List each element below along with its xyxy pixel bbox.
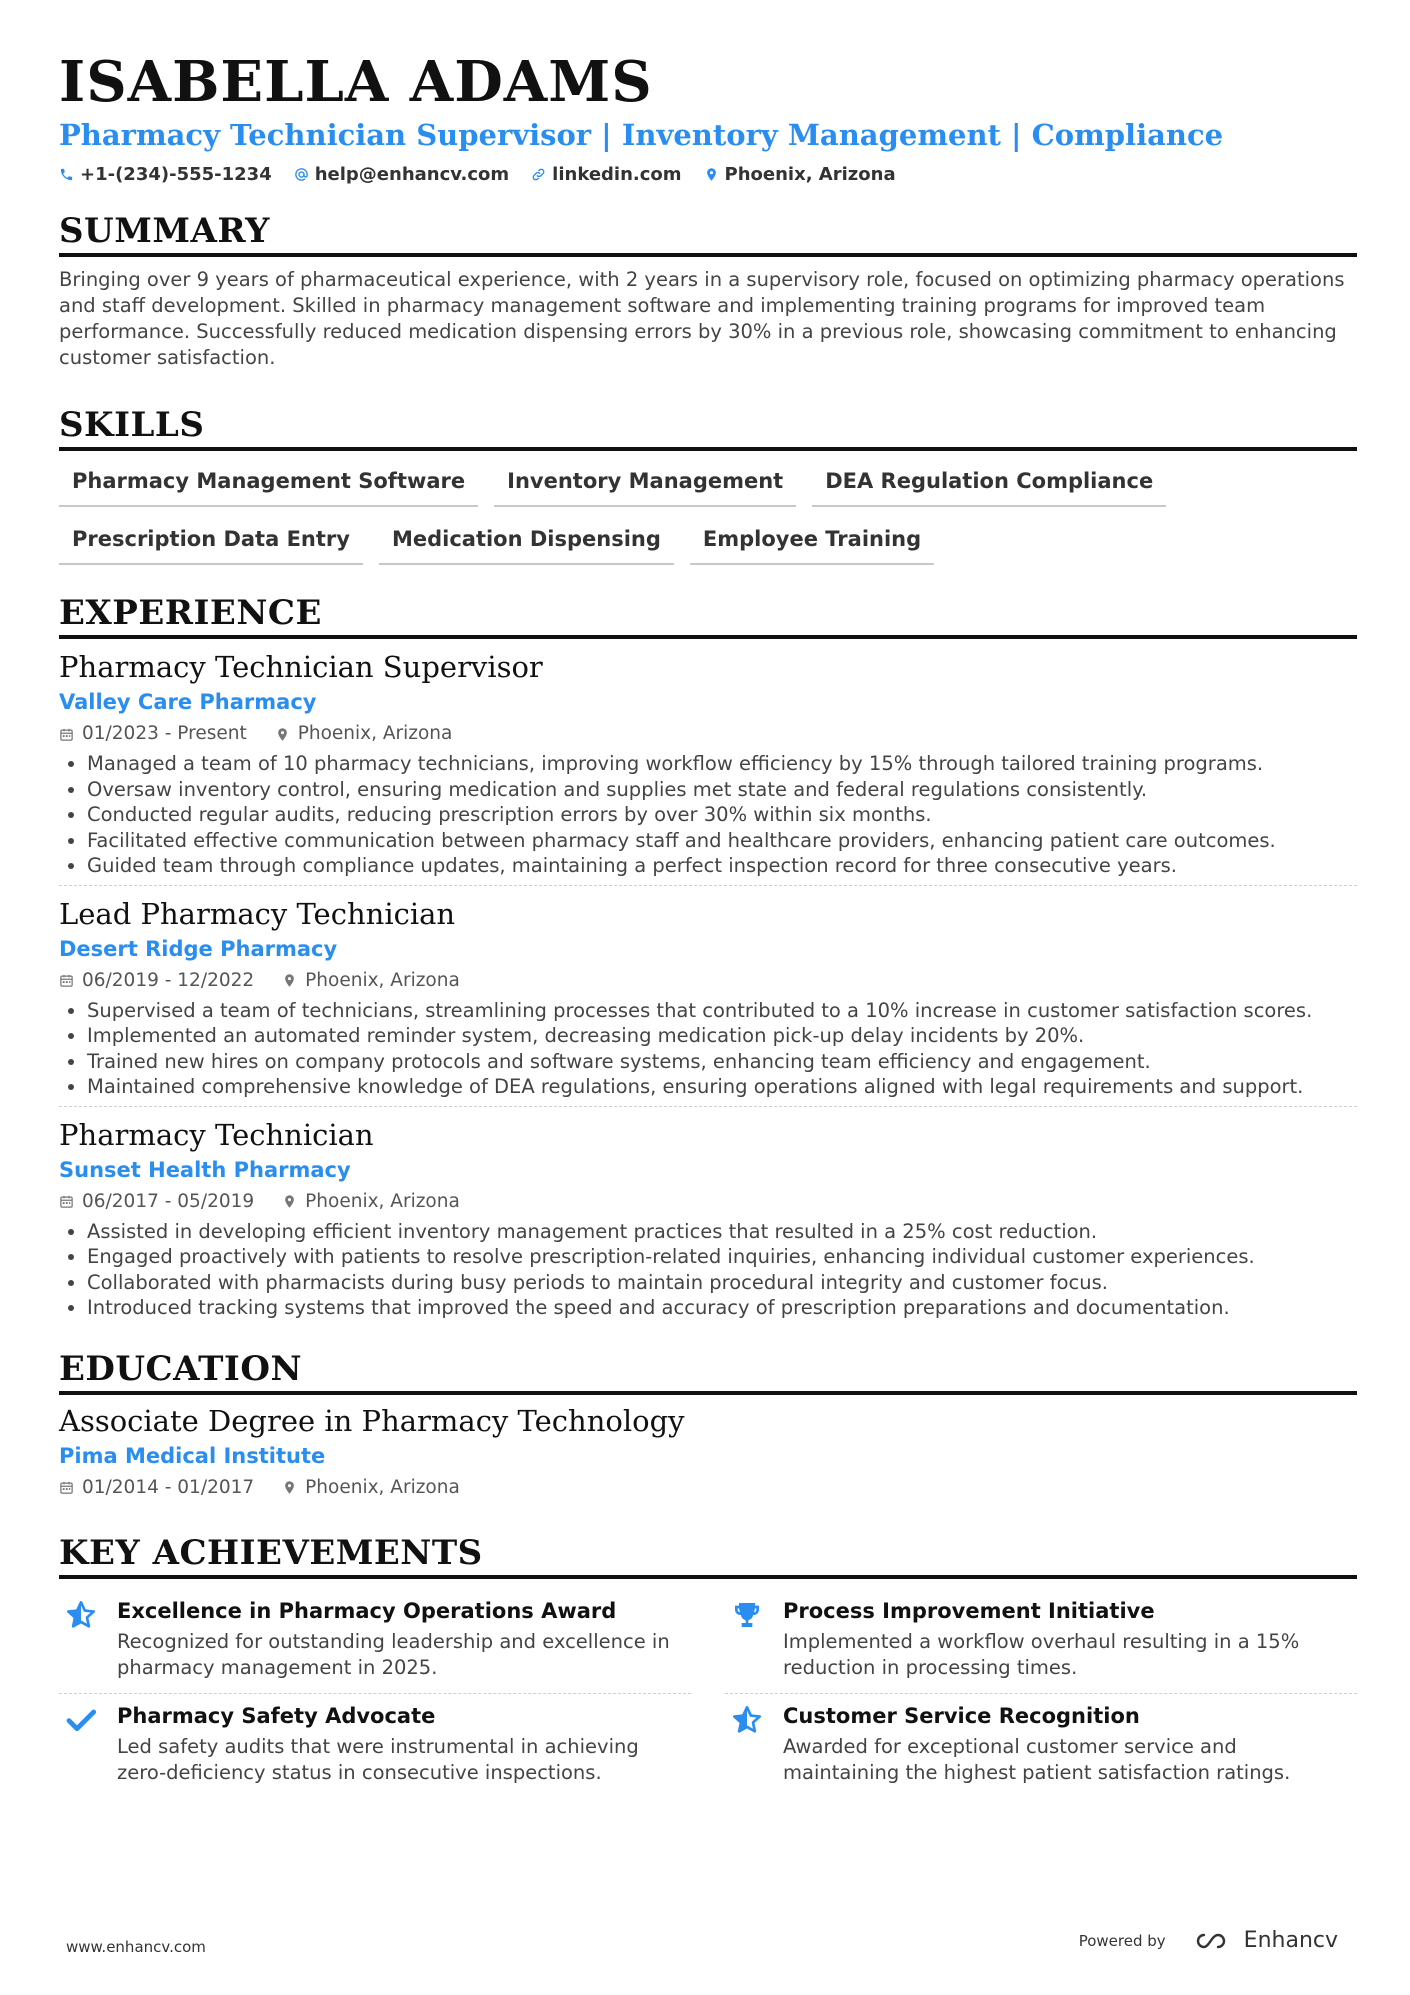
job-location-text: Phoenix, Arizona xyxy=(297,723,453,744)
achievements-grid xyxy=(59,1589,1357,1798)
job-dates xyxy=(59,1189,254,1215)
calendar-icon xyxy=(59,1194,74,1209)
skill-tag: Pharmacy Management Software xyxy=(59,463,478,507)
degree-title: Associate Degree in Pharmacy Technology xyxy=(59,1403,685,1438)
achievement-item xyxy=(59,1694,691,1798)
contact-bar xyxy=(59,164,1357,185)
location-pin-icon xyxy=(282,1480,297,1495)
job-meta xyxy=(59,968,1357,994)
star-icon xyxy=(731,1704,763,1736)
education-entry xyxy=(59,1395,1357,1507)
contact-linkedin[interactable] xyxy=(531,164,681,185)
job-location xyxy=(282,1189,460,1215)
skill-tag: Inventory Management xyxy=(494,463,796,507)
enhancv-logo-icon xyxy=(1190,1929,1236,1953)
email-text: help@enhancv.com xyxy=(314,164,510,185)
achievement-title: Customer Service Recognition xyxy=(783,1703,1140,1728)
job-bullets xyxy=(59,751,1357,879)
job-bullet: • Assisted in developing efficient inventory management practices that resulted in a 25% cost reduction. xyxy=(87,1219,1357,1245)
experience-heading: EXPERIENCE xyxy=(59,593,1357,639)
achievement-item xyxy=(725,1694,1357,1798)
job-bullet: • Engaged proactively with patients to resolve prescription-related inquiries, enhancing individual customer experiences. xyxy=(87,1244,1357,1270)
job-location-text: Phoenix, Arizona xyxy=(305,1190,460,1212)
job-bullet: • Maintained comprehensive knowledge of DEA regulations, ensuring operations aligned with legal requirements and support. xyxy=(87,1074,1357,1100)
location-pin-icon xyxy=(282,1194,297,1209)
footer-branding xyxy=(1079,1928,1338,1953)
summary-text: Bringing over 9 years of pharmaceutical experience, with 2 years in a supervisory role, focused on optimizing pharmacy operations and staff development. Skilled in pharmacy management software and implementing training programs for improved team performance. Successfully reduced medication dispensing errors by 30% in a previous role, showcasing commitment to enhancing customer satisfaction. xyxy=(59,268,1345,369)
achievement-desc: Recognized for outstanding leadership and excellence in pharmacy management in 2025. xyxy=(117,1629,670,1679)
job-bullet: • Guided team through compliance updates, maintaining a perfect inspection record for three consecutive years. xyxy=(87,853,1357,879)
job-bullet: • Implemented an automated reminder system, decreasing medication pick-up delay incidents by 20%. xyxy=(87,1023,1357,1049)
star-icon xyxy=(65,1599,97,1631)
achievement-item xyxy=(725,1589,1357,1694)
skill-tag: Medication Dispensing xyxy=(379,521,674,565)
job-entry xyxy=(59,885,1357,1106)
job-dates-text: 06/2019 - 12/2022 xyxy=(82,969,255,991)
skills-list xyxy=(59,463,1357,565)
job-dates-text: 01/2023 - Present xyxy=(82,723,247,744)
skills-heading: SKILLS xyxy=(59,405,1357,451)
job-bullets xyxy=(59,1219,1357,1321)
job-bullet: • Collaborated with pharmacists during busy periods to maintain procedural integrity and customer focus. xyxy=(87,1270,1357,1296)
skill-tag: Employee Training xyxy=(690,521,934,565)
phone-text: +1-(234)-555-1234 xyxy=(80,164,272,185)
at-icon xyxy=(294,167,309,182)
job-title: Lead Pharmacy Technician xyxy=(59,896,456,931)
phone-icon xyxy=(59,167,74,182)
skill-tag: Prescription Data Entry xyxy=(59,521,363,565)
candidate-name: ISABELLA ADAMS xyxy=(59,49,653,115)
achievement-title: Process Improvement Initiative xyxy=(783,1598,1155,1623)
achievement-icon-wrap xyxy=(725,1597,769,1681)
resume-page xyxy=(59,50,1357,1798)
achievement-icon-wrap xyxy=(59,1597,103,1681)
achievement-desc: Led safety audits that were instrumental in achieving zero-deficiency status in consecutive inspections. xyxy=(117,1734,639,1784)
achievement-title: Pharmacy Safety Advocate xyxy=(117,1703,436,1728)
job-company: Valley Care Pharmacy xyxy=(59,690,317,714)
location-text: Phoenix, Arizona xyxy=(724,164,896,185)
job-meta xyxy=(59,1189,1357,1215)
achievement-title: Excellence in Pharmacy Operations Award xyxy=(117,1598,617,1623)
job-bullet: • Managed a team of 10 pharmacy technicians, improving workflow efficiency by 15% through tailored training programs. xyxy=(87,751,1357,777)
education-heading: EDUCATION xyxy=(59,1349,1357,1395)
calendar-icon xyxy=(59,1480,74,1495)
location-pin-icon xyxy=(282,973,297,988)
linkedin-text: linkedin.com xyxy=(552,164,682,185)
skill-tag: DEA Regulation Compliance xyxy=(812,463,1166,507)
job-location xyxy=(275,721,453,747)
achievements-heading: KEY ACHIEVEMENTS xyxy=(59,1533,1357,1579)
job-bullet: • Supervised a team of technicians, streamlining processes that contributed to a 10% increase in customer satisfaction scores. xyxy=(87,998,1357,1024)
job-location xyxy=(282,968,460,994)
achievement-icon-wrap xyxy=(725,1702,769,1786)
achievement-item xyxy=(59,1589,691,1694)
education-dates-text: 01/2014 - 01/2017 xyxy=(82,1476,255,1498)
headline: Pharmacy Technician Supervisor | Inventory Management | Compliance xyxy=(59,118,1224,152)
trophy-icon xyxy=(731,1599,763,1631)
calendar-icon xyxy=(59,727,74,742)
job-title: Pharmacy Technician Supervisor xyxy=(59,650,543,684)
job-dates xyxy=(59,721,247,747)
job-dates-text: 06/2017 - 05/2019 xyxy=(82,1190,255,1212)
link-icon xyxy=(531,167,546,182)
job-bullet: • Conducted regular audits, reducing prescription errors by over 30% within six months. xyxy=(87,802,1357,828)
education-location xyxy=(282,1475,460,1501)
job-company: Sunset Health Pharmacy xyxy=(59,1157,351,1182)
job-bullets xyxy=(59,998,1357,1100)
job-dates xyxy=(59,968,254,994)
job-entry xyxy=(59,639,1357,885)
job-company: Desert Ridge Pharmacy xyxy=(59,936,338,961)
brand-name: Enhancv xyxy=(1243,1928,1338,1953)
education-location-text: Phoenix, Arizona xyxy=(305,1476,460,1498)
job-bullet: • Trained new hires on company protocols and software systems, enhancing team efficiency and engagement. xyxy=(87,1049,1357,1075)
job-entry xyxy=(59,1106,1357,1327)
contact-phone[interactable] xyxy=(59,164,272,185)
checkmark-icon xyxy=(65,1704,97,1736)
powered-by-label: Powered by xyxy=(1078,1931,1166,1950)
job-bullet: • Oversaw inventory control, ensuring medication and supplies met state and federal regulations consistently. xyxy=(87,777,1357,803)
location-pin-icon xyxy=(275,727,290,742)
job-meta xyxy=(59,721,1357,747)
contact-email[interactable] xyxy=(294,164,509,185)
education-dates xyxy=(59,1475,254,1501)
job-location-text: Phoenix, Arizona xyxy=(305,969,460,991)
location-pin-icon xyxy=(704,167,719,182)
job-title: Pharmacy Technician xyxy=(59,1117,374,1152)
school-name: Pima Medical Institute xyxy=(59,1443,326,1468)
calendar-icon xyxy=(59,973,74,988)
summary-heading: SUMMARY xyxy=(59,211,1357,257)
education-meta xyxy=(59,1475,1357,1501)
enhancv-logo[interactable] xyxy=(1190,1928,1338,1953)
achievement-desc: Awarded for exceptional customer service and maintaining the highest patient satisfaction ratings. xyxy=(783,1734,1291,1784)
footer-website[interactable]: www.enhancv.com xyxy=(66,1938,206,1956)
job-bullet: • Introduced tracking systems that improved the speed and accuracy of prescription preparations and documentation. xyxy=(87,1295,1357,1321)
achievement-icon-wrap xyxy=(59,1702,103,1786)
job-bullet: • Facilitated effective communication between pharmacy staff and healthcare providers, enhancing patient care outcomes. xyxy=(87,828,1357,854)
achievement-desc: Implemented a workflow overhaul resulting in a 15% reduction in processing times. xyxy=(783,1629,1300,1679)
contact-location xyxy=(704,164,896,185)
